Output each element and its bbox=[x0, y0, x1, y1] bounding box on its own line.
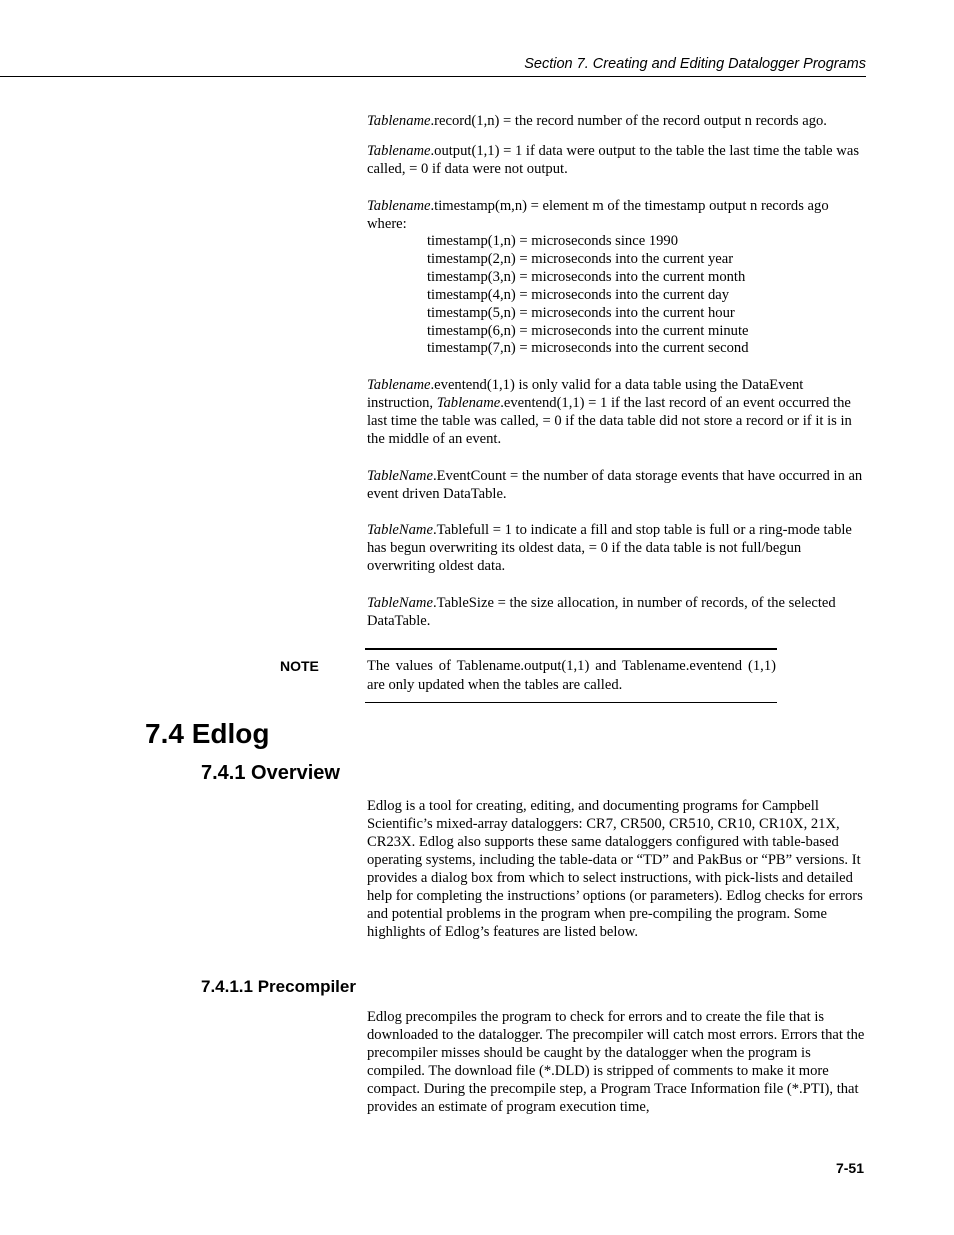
def-text: .Tablefull = 1 to indicate a fill and stop table is full or a ring-mode table has begun overwriting its oldest data, = 0 if the data table is not full/begun overwriting oldest data. bbox=[367, 522, 852, 574]
timestamp-item: timestamp(1,n) = microseconds since 1990 bbox=[427, 233, 679, 249]
table-name: TableName bbox=[367, 468, 433, 484]
section-title: Section 7. Creating and Editing Datalogger Programs bbox=[524, 56, 866, 72]
timestamp-item: timestamp(5,n) = microseconds into the current hour bbox=[427, 304, 735, 321]
def-text: .TableSize = the size allocation, in number of records, of the selected DataTable. bbox=[367, 595, 836, 629]
table-name: Tablename bbox=[367, 377, 431, 393]
section-heading-7-4-1-1: 7.4.1.1 Precompiler bbox=[201, 977, 356, 996]
page-number: 7-51 bbox=[835, 1160, 864, 1176]
def-text: .timestamp(m,n) = element m of the timestamp output n records ago where: bbox=[367, 198, 829, 232]
table-name: TableName bbox=[367, 595, 433, 611]
section-heading-7-4-1: 7.4.1 Overview bbox=[201, 762, 340, 784]
table-name: Tablename bbox=[436, 395, 501, 411]
def-text: .eventend(1,1) is only valid for a data table using the DataEvent instruction, bbox=[367, 377, 804, 411]
def-text: .eventend(1,1) = 1 if the last record of an event occurred the last time the table was called, = 0 if the data table did not store a record or if it is in the middle of an event. bbox=[367, 395, 852, 447]
timestamp-list bbox=[427, 233, 749, 358]
def-eventcount bbox=[367, 467, 865, 503]
timestamp-item: timestamp(2,n) = microseconds into the current year bbox=[427, 250, 734, 267]
overview-paragraph bbox=[367, 797, 865, 941]
section-heading-7-4: 7.4 Edlog bbox=[145, 718, 270, 749]
def-eventend bbox=[367, 376, 865, 448]
def-text: .EventCount = the number of data storage events that have occurred in an event driven DataTable. bbox=[367, 468, 863, 502]
overview-text: Edlog is a tool for creating, editing, and documenting programs for Campbell Scientific’s mixed-array dataloggers: CR7, CR500, CR510, CR10, CR10X, 21X, CR23X. Edlog also supports these same dataloggers configured with table-based operating systems, including the table-data or “TD” and PakBus or “PB” versions. It provides a dialog box from which to select instructions, with pick-lists and detailed help for completing the instructions’ options (or parameters). Edlog checks for errors and potential problems in the program when pre-compiling the program. Some highlights of Edlog’s features are listed below. bbox=[367, 798, 863, 940]
precompiler-paragraph bbox=[367, 1008, 865, 1116]
table-name: Tablename bbox=[367, 143, 431, 159]
timestamp-item: timestamp(4,n) = microseconds into the current day bbox=[427, 286, 730, 303]
note-text: The values of Tablename.output(1,1) and Tablename.eventend (1,1) are only updated when the tables are called. bbox=[367, 658, 776, 693]
def-timestamp bbox=[367, 197, 865, 233]
table-name: Tablename bbox=[367, 113, 431, 129]
page-header bbox=[0, 0, 866, 77]
table-name: TableName bbox=[367, 522, 433, 538]
def-tablesize bbox=[367, 594, 865, 630]
def-text: .record(1,n) = the record number of the record output n records ago. bbox=[430, 113, 827, 129]
precompiler-text: Edlog precompiles the program to check for errors and to create the file that is downloaded to the datalogger. The precompiler will catch most errors. Errors that the precompiler misses should be caught by the datalogger when the program is compiled. The download file (*.DLD) is stripped of comments to make it more compact. During the precompile step, a Program Trace Information file (*.PTI), that provides an estimate of program execution time, bbox=[367, 1009, 865, 1115]
def-record bbox=[367, 112, 865, 130]
def-text: .output(1,1) = 1 if data were output to the table the last time the table was called, = 0 if data were not output. bbox=[367, 143, 860, 177]
timestamp-item: timestamp(6,n) = microseconds into the current minute bbox=[427, 322, 749, 339]
def-tablefull bbox=[367, 521, 865, 575]
def-output bbox=[367, 142, 865, 178]
timestamp-item: timestamp(3,n) = microseconds into the current month bbox=[427, 268, 746, 285]
table-name: Tablename bbox=[367, 198, 431, 214]
note-label: NOTE bbox=[280, 658, 319, 674]
timestamp-item: timestamp(7,n) = microseconds into the current second bbox=[427, 340, 749, 357]
